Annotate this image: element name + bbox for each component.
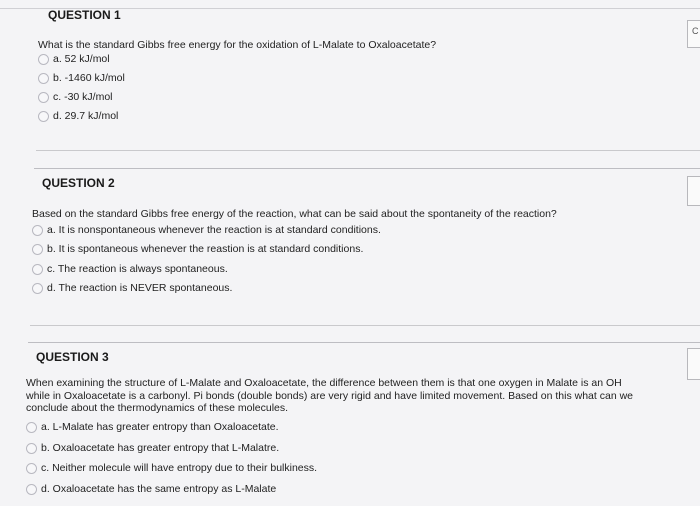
option-label: c. -30 kJ/mol: [53, 91, 113, 103]
radio-button[interactable]: [26, 463, 37, 474]
radio-button[interactable]: [38, 111, 49, 122]
question-3-prompt: [26, 377, 633, 415]
radio-button[interactable]: [26, 443, 37, 454]
question-3-top-border: [28, 342, 700, 343]
points-box: [687, 176, 700, 206]
radio-button[interactable]: [38, 92, 49, 103]
option-label: a. 52 kJ/mol: [53, 53, 110, 65]
question-1-option-b[interactable]: [38, 72, 125, 84]
question-1-option-a[interactable]: [38, 53, 110, 65]
option-label: c. The reaction is always spontaneous.: [47, 263, 228, 275]
radio-button[interactable]: [38, 73, 49, 84]
prompt-line: When examining the structure of L-Malate and Oxaloacetate, the difference between them is that one oxygen in Malate is an OH: [26, 377, 622, 389]
points-text: C: [692, 26, 699, 36]
option-label: c. Neither molecule will have entropy due to their bulkiness.: [41, 462, 318, 474]
question-2-header: QUESTION 2: [42, 176, 115, 190]
question-3-option-a[interactable]: [26, 421, 279, 433]
option-label: d. 29.7 kJ/mol: [53, 110, 119, 122]
question-2-option-c[interactable]: [32, 263, 228, 275]
option-label: d. Oxaloacetate has the same entropy as L-Malate: [41, 483, 277, 495]
question-1-prompt: What is the standard Gibbs free energy for the oxidation of L-Malate to Oxaloacetate?: [38, 39, 437, 51]
option-label: b. It is spontaneous whenever the reastion is at standard conditions.: [47, 243, 364, 255]
radio-button[interactable]: [26, 484, 37, 495]
option-label: b. -1460 kJ/mol: [53, 72, 125, 84]
radio-button[interactable]: [26, 422, 37, 433]
option-label: a. L-Malate has greater entropy than Oxaloacetate.: [41, 421, 279, 433]
question-2-option-b[interactable]: [32, 243, 363, 255]
question-3-option-d[interactable]: [26, 483, 276, 495]
question-1-divider: [36, 150, 700, 151]
option-label: d. The reaction is NEVER spontaneous.: [47, 282, 233, 294]
prompt-line: while in Oxaloacetate is a carbonyl. Pi bonds (double bonds) are very rigid and have limited movement. Based on this what can we: [26, 389, 633, 402]
radio-button[interactable]: [38, 54, 49, 65]
question-2-prompt: Based on the standard Gibbs free energy of the reaction, what can be said about the spontaneity of the reaction?: [32, 208, 557, 220]
question-2-divider: [30, 325, 700, 326]
radio-button[interactable]: [32, 264, 43, 275]
radio-button[interactable]: [32, 244, 43, 255]
radio-button[interactable]: [32, 225, 43, 236]
question-2-top-border: [34, 168, 700, 169]
option-label: b. Oxaloacetate has greater entropy that L-Malatre.: [41, 442, 280, 454]
question-3-option-b[interactable]: [26, 442, 279, 454]
question-2-option-a[interactable]: [32, 224, 381, 236]
question-2-option-d[interactable]: [32, 282, 232, 294]
question-1-option-c[interactable]: [38, 91, 113, 103]
question-3-option-c[interactable]: [26, 462, 317, 474]
prompt-line: conclude about the thermodynamics of these molecules.: [26, 402, 289, 414]
option-label: a. It is nonspontaneous whenever the reaction is at standard conditions.: [47, 224, 381, 236]
points-box: [687, 348, 700, 380]
radio-button[interactable]: [32, 283, 43, 294]
question-3-header: QUESTION 3: [36, 350, 109, 364]
question-1-option-d[interactable]: [38, 110, 118, 122]
question-1-header: QUESTION 1: [48, 8, 121, 22]
